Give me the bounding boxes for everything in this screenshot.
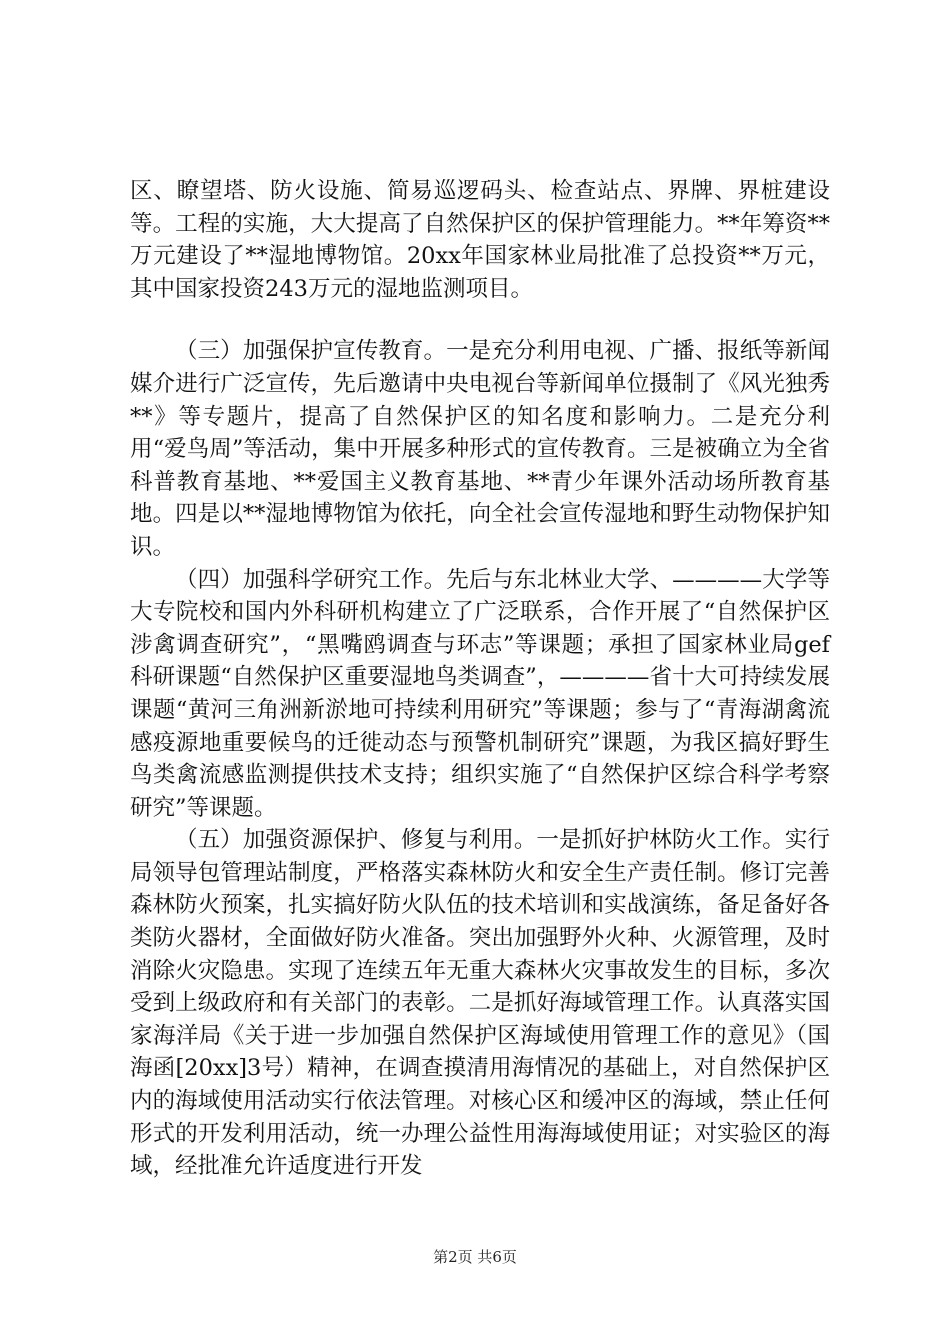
- paragraph-section-5: （五）加强资源保护、修复与利用。一是抓好护林防火工作。实行局领导包管理站制度，严格落实森林防火和安全生产责任制。修订完善森林防火预案，扎实搞好防火队伍的技术培训和实战演练，备足备好各类防火器材，全面做好防火准备。突出加强野外火种、火源管理，及时消除火灾隐患。实现了连续五年无重大森林火灾事故发生的目标，多次受到上级政府和有关部门的表彰。二是抓好海域管理工作。认真落实国家海洋局《关于进一步加强自然保护区海域使用管理工作的意见》（国海函[20xx]3号）精神，在调查摸清用海情况的基础上，对自然保护区内的海域使用活动实行依法管理。对核心区和缓冲区的海域，禁止任何形式的开发利用活动，统一办理公益性用海海域使用证；对实验区的海域，经批准允许适度进行开发: [130, 827, 830, 1180]
- paragraph-continuation: 区、瞭望塔、防火设施、简易巡逻码头、检查站点、界牌、界桩建设等。工程的实施，大大提高了自然保护区的保护管理能力。**年筹资**万元建设了**湿地博物馆。20xx年国家林业局批准了总投资**万元，其中国家投资243万元的湿地监测项目。: [130, 178, 830, 302]
- page-number-footer: 第2页 共6页: [433, 1248, 517, 1266]
- paragraph-section-4: （四）加强科学研究工作。先后与东北林业大学、————大学等大专院校和国内外科研机构建立了广泛联系，合作开展了“自然保护区涉禽调查研究”，“黑嘴鸥调查与环志”等课题；承担了国家林业局gef科研课题“自然保护区重要湿地鸟类调查”，————省十大可持续发展课题“黄河三角洲新淤地可持续利用研究”等课题；参与了“青海湖禽流感疫源地重要候鸟的迁徙动态与预警机制研究”课题，为我区搞好野生鸟类禽流感监测提供技术支持；组织实施了“自然保护区综合科学考察研究”等课题。: [130, 566, 830, 821]
- document-body: [130, 175, 830, 1183]
- paragraph-section-3: （三）加强保护宣传教育。一是充分利用电视、广播、报纸等新闻媒介进行广泛宣传，先后邀请中央电视台等新闻单位摄制了《风光独秀**》等专题片，提高了自然保护区的知名度和影响力。二是充分利用“爱鸟周”等活动，集中开展多种形式的宣传教育。三是被确立为全省科普教育基地、**爱国主义教育基地、**青少年课外活动场所教育基地。四是以**湿地博物馆为依托，向全社会宣传湿地和野生动物保护知识。: [130, 338, 830, 560]
